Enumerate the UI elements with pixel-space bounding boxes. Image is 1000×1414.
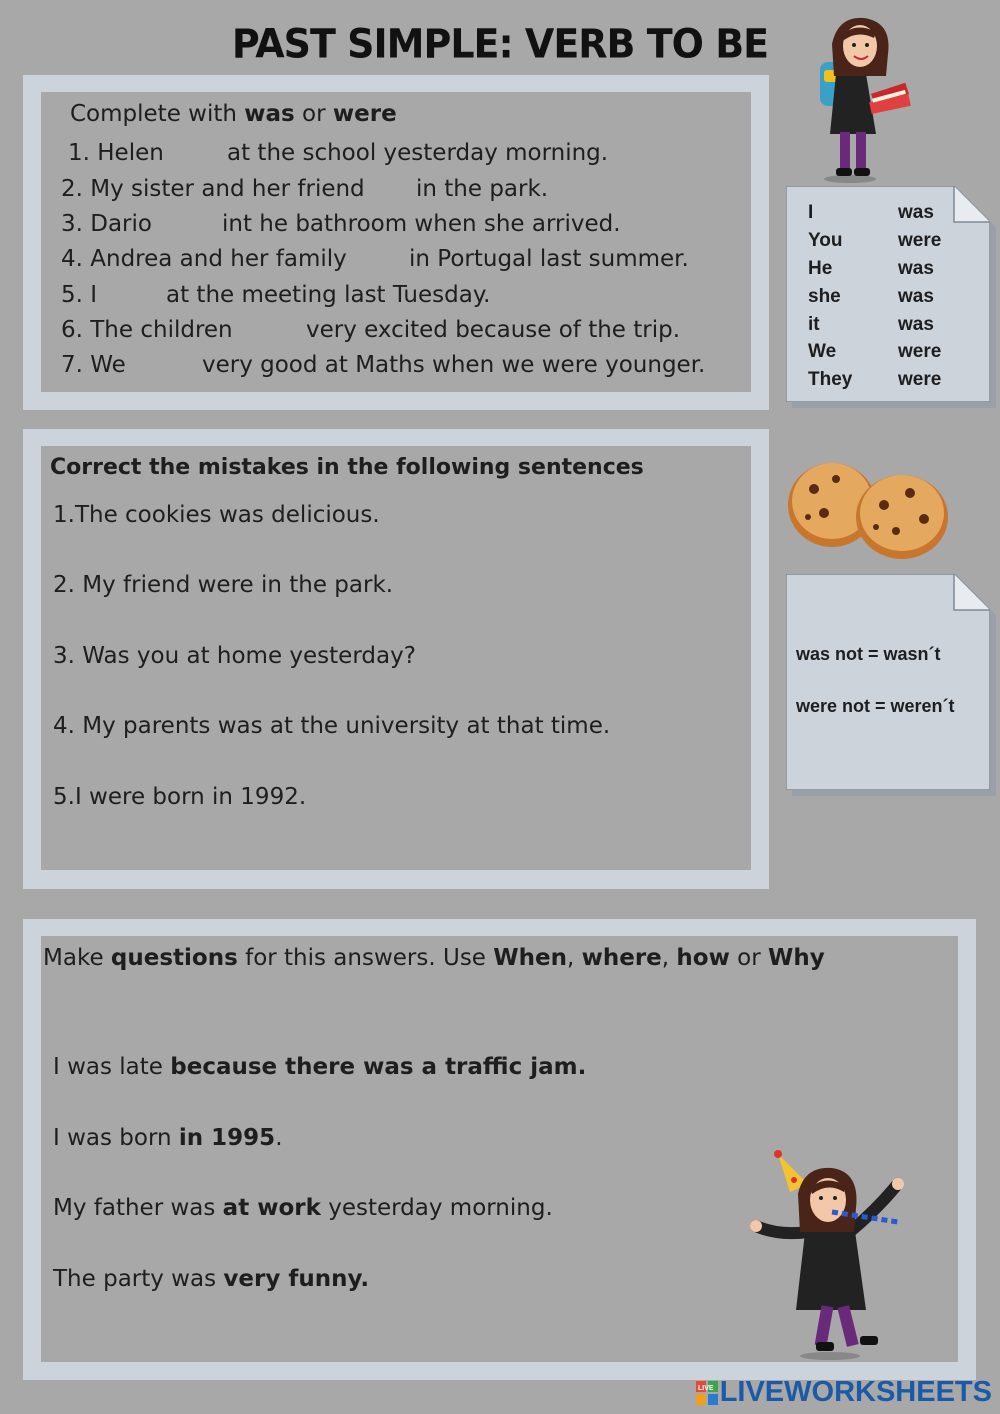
answer-sentence: I was late because there was a traffic jam.	[53, 1054, 587, 1080]
verb-form: was	[898, 202, 934, 223]
logo-mark-text: LIVE	[697, 1384, 714, 1392]
list-item: 3. Dario	[61, 211, 152, 237]
section-questions-instruction: Make questions for this answers. Use When, where, how or Why	[43, 945, 825, 971]
contraction-was: was not = wasn´t	[796, 644, 941, 664]
list-item: 1. Helen	[68, 140, 164, 166]
pronoun: They	[808, 369, 853, 390]
section-correct-instruction: Correct the mistakes in the following sentences	[50, 455, 644, 480]
verb-form: were	[898, 230, 942, 251]
verb-form: were	[898, 369, 942, 390]
blank-answer[interactable]: very good at Maths when we were younger.	[202, 352, 706, 378]
answer-sentence: My father was at work yesterday morning.	[53, 1195, 553, 1221]
contraction-were: were not = weren´t	[796, 696, 955, 716]
list-item: 2. My sister and her friend	[61, 176, 365, 202]
page-title: PAST SIMPLE: VERB TO BE	[231, 20, 769, 68]
blank-answer[interactable]: int he bathroom when she arrived.	[222, 211, 621, 237]
list-item: 4. My parents was at the university at that time.	[53, 713, 611, 739]
pronoun: He	[808, 258, 833, 279]
party-girl-illustration	[748, 1150, 910, 1362]
paper-note-shape	[786, 574, 990, 790]
list-item: 3. Was you at home yesterday?	[53, 643, 416, 669]
girl-with-books-illustration	[812, 14, 924, 184]
answer-sentence: The party was very funny.	[53, 1266, 370, 1292]
pronoun: I	[808, 202, 814, 223]
section-complete-instruction: Complete with was or were	[70, 101, 397, 127]
verb-form: were	[898, 341, 942, 362]
contractions-note	[786, 574, 990, 790]
conjugation-note	[786, 186, 990, 402]
section-correct	[41, 446, 751, 870]
list-item: 5.I were born in 1992.	[53, 784, 307, 810]
verb-form: was	[898, 314, 934, 335]
list-item: 5. I	[61, 282, 98, 308]
list-item: 2. My friend were in the park.	[53, 572, 394, 598]
list-item: 7. We	[61, 352, 126, 378]
pronoun: You	[808, 230, 843, 251]
cookies-illustration	[784, 455, 950, 561]
list-item: 6. The children	[61, 317, 233, 343]
liveworksheets-logo	[696, 1376, 992, 1409]
answer-sentence: I was born in 1995.	[53, 1125, 283, 1151]
liveworksheets-logo-text: LIVEWORKSHEETS	[719, 1376, 992, 1408]
list-item: 1.The cookies was delicious.	[53, 502, 380, 528]
pronoun: she	[808, 286, 841, 307]
list-item: 4. Andrea and her family	[61, 246, 347, 272]
blank-answer[interactable]: in the park.	[416, 176, 549, 202]
verb-form: was	[898, 258, 934, 279]
blank-answer[interactable]: at the school yesterday morning.	[227, 140, 609, 166]
conjugation-table	[808, 202, 978, 398]
liveworksheets-logo-mark-icon	[696, 1381, 718, 1405]
pronoun: it	[808, 314, 820, 335]
verb-form: was	[898, 286, 934, 307]
blank-answer[interactable]: very excited because of the trip.	[306, 317, 681, 343]
blank-answer[interactable]: at the meeting last Tuesday.	[166, 282, 491, 308]
section-complete	[41, 92, 751, 392]
pronoun: We	[808, 341, 837, 362]
blank-answer[interactable]: in Portugal last summer.	[409, 246, 689, 272]
